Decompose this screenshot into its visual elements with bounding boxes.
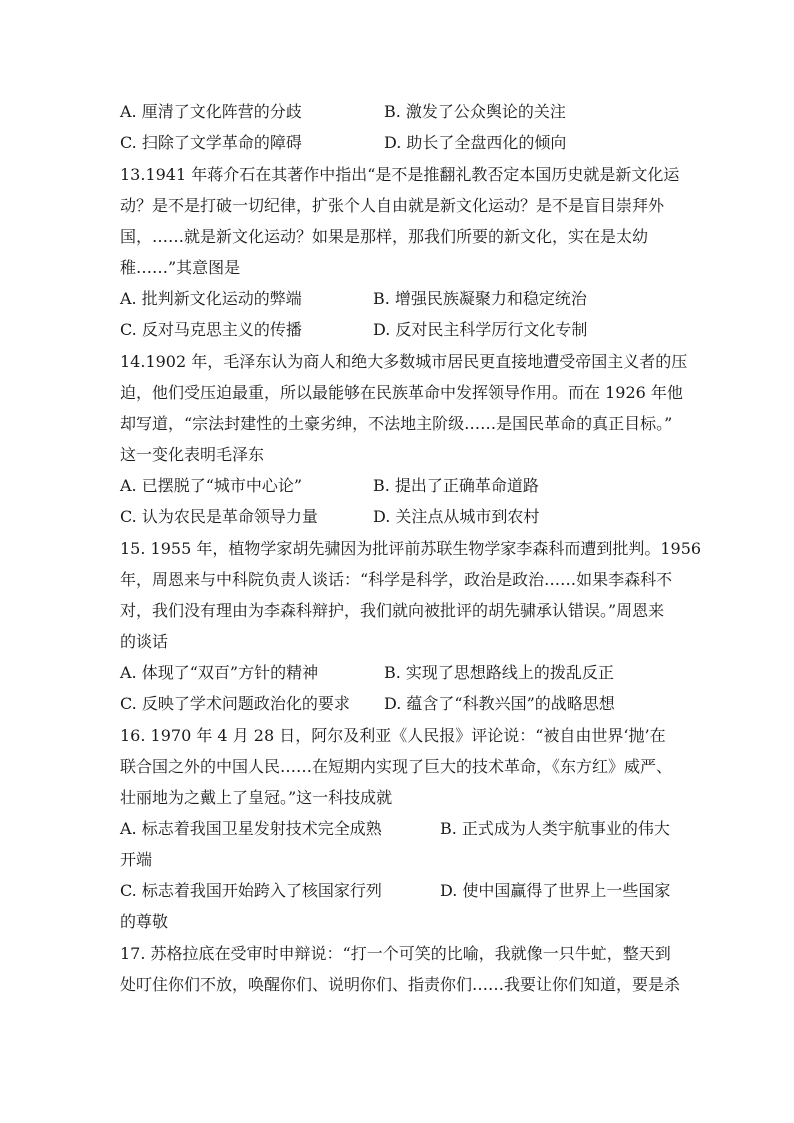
q16-option-d-continued: 的尊敬 bbox=[120, 912, 169, 931]
q13-text-line: 动？是不是打破一切纪律，扩张个人自由就是新文化运动？是不是盲目崇拜外 bbox=[120, 196, 665, 215]
q14-option-b: B. 提出了正确革命道路 bbox=[373, 476, 539, 495]
q15-options-row-2 bbox=[120, 693, 680, 715]
q13-option-c: C. 反对马克思主义的传播 bbox=[120, 320, 302, 339]
q13-text-line: 稚……”其意图是 bbox=[120, 258, 241, 277]
q15-option-a: A. 体现了“双百”方针的精神 bbox=[120, 663, 319, 682]
q14-option-d: D. 关注点从城市到农村 bbox=[373, 507, 540, 526]
q14-text-line: 却写道，“宗法封建性的土豪劣绅，不法地主阶级……是国民革命的真正目标。” bbox=[120, 414, 673, 433]
q17-text-line: 17. 苏格拉底在受审时申辩说：“打一个可笑的比喻，我就像一只牛虻，整天到 bbox=[120, 944, 671, 963]
q16-options-row-1 bbox=[120, 818, 680, 840]
q13-text-line: 国，……就是新文化运动？如果是那样，那我们所要的新文化，实在是太幼 bbox=[120, 227, 649, 246]
q15-text-line: 的谈话 bbox=[120, 632, 169, 651]
q14-options-row-1 bbox=[120, 475, 680, 497]
q16-text-line: 壮丽地为之戴上了皇冠。”这一科技成就 bbox=[120, 788, 393, 807]
q16-text-line: 联合国之外的中国人民……在短期内实现了巨大的技术革命，《东方红》威严、 bbox=[120, 757, 673, 776]
q14-option-c: C. 认为农民是革命领导力量 bbox=[120, 507, 318, 526]
q14-text-line: 迫，他们受压迫最重，所以最能够在民族革命中发挥领导作用。而在 1926 年他 bbox=[120, 383, 683, 402]
q16-option-d: D. 使中国赢得了世界上一些国家 bbox=[440, 881, 671, 900]
q12-option-c: C. 扫除了文学革命的障碍 bbox=[120, 133, 302, 152]
q12-options-row-2 bbox=[120, 132, 680, 154]
q16-option-b: B. 正式成为人类宇航事业的伟大 bbox=[440, 819, 670, 838]
q12-options-row-1 bbox=[120, 101, 680, 123]
q15-text-line: 15. 1955 年，植物学家胡先骕因为批评前苏联生物学家李森科而遭到批判。1956 bbox=[120, 539, 702, 558]
q16-option-b-continued: 开端 bbox=[120, 850, 153, 869]
q13-option-d: D. 反对民主科学厉行文化专制 bbox=[373, 320, 588, 339]
q13-options-row-2 bbox=[120, 319, 680, 341]
q16-option-a: A. 标志着我国卫星发射技术完全成熟 bbox=[120, 819, 382, 838]
q16-option-c: C. 标志着我国开始跨入了核国家行列 bbox=[120, 881, 382, 900]
q14-option-a: A. 已摆脱了“城市中心论” bbox=[120, 476, 303, 495]
q15-text-line: 年，周恩来与中科院负责人谈话：“科学是科学，政治是政治……如果李森科不 bbox=[120, 570, 673, 589]
q13-option-a: A. 批判新文化运动的弊端 bbox=[120, 289, 302, 308]
q14-text-line: 14.1902 年，毛泽东认为商人和绝大多数城市居民更直接地遭受帝国主义者的压 bbox=[120, 352, 688, 371]
q14-options-row-2 bbox=[120, 506, 680, 528]
q14-text-line: 这一变化表明毛泽东 bbox=[120, 445, 265, 464]
q15-option-b: B. 实现了思想路线上的拨乱反正 bbox=[384, 663, 614, 682]
q13-option-b: B. 增强民族凝聚力和稳定统治 bbox=[373, 289, 587, 308]
q12-option-b: B. 激发了公众舆论的关注 bbox=[384, 102, 566, 121]
q15-option-c: C. 反映了学术问题政治化的要求 bbox=[120, 694, 350, 713]
q16-options-row-2 bbox=[120, 880, 680, 902]
q13-text-line: 13.1941 年蒋介石在其著作中指出“是不是推翻礼教否定本国历史就是新文化运 bbox=[120, 165, 680, 184]
q12-option-d: D. 助长了全盘西化的倾向 bbox=[384, 133, 567, 152]
q15-text-line: 对，我们没有理由为李森科辩护，我们就向被批评的胡先骕承认错误。”周恩来 bbox=[120, 601, 665, 620]
q15-options-row-1 bbox=[120, 662, 680, 684]
q17-text-line: 处叮住你们不放，唤醒你们、说明你们、指责你们……我要让你们知道，要是杀 bbox=[120, 975, 681, 994]
q16-text-line: 16. 1970 年 4 月 28 日，阿尔及利亚《人民报》评论说：“被自由世界‘抛’在 bbox=[120, 726, 666, 745]
q12-option-a: A. 厘清了文化阵营的分歧 bbox=[120, 102, 302, 121]
q13-options-row-1 bbox=[120, 288, 680, 310]
q15-option-d: D. 蕴含了“科教兴国”的战略思想 bbox=[384, 694, 615, 713]
